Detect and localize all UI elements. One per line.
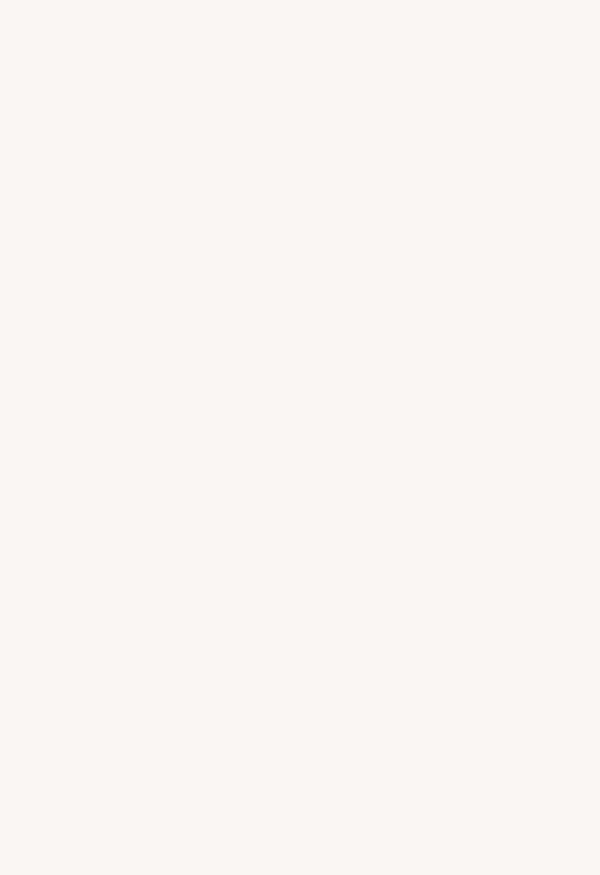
- table-of-contents: [58, 56, 542, 106]
